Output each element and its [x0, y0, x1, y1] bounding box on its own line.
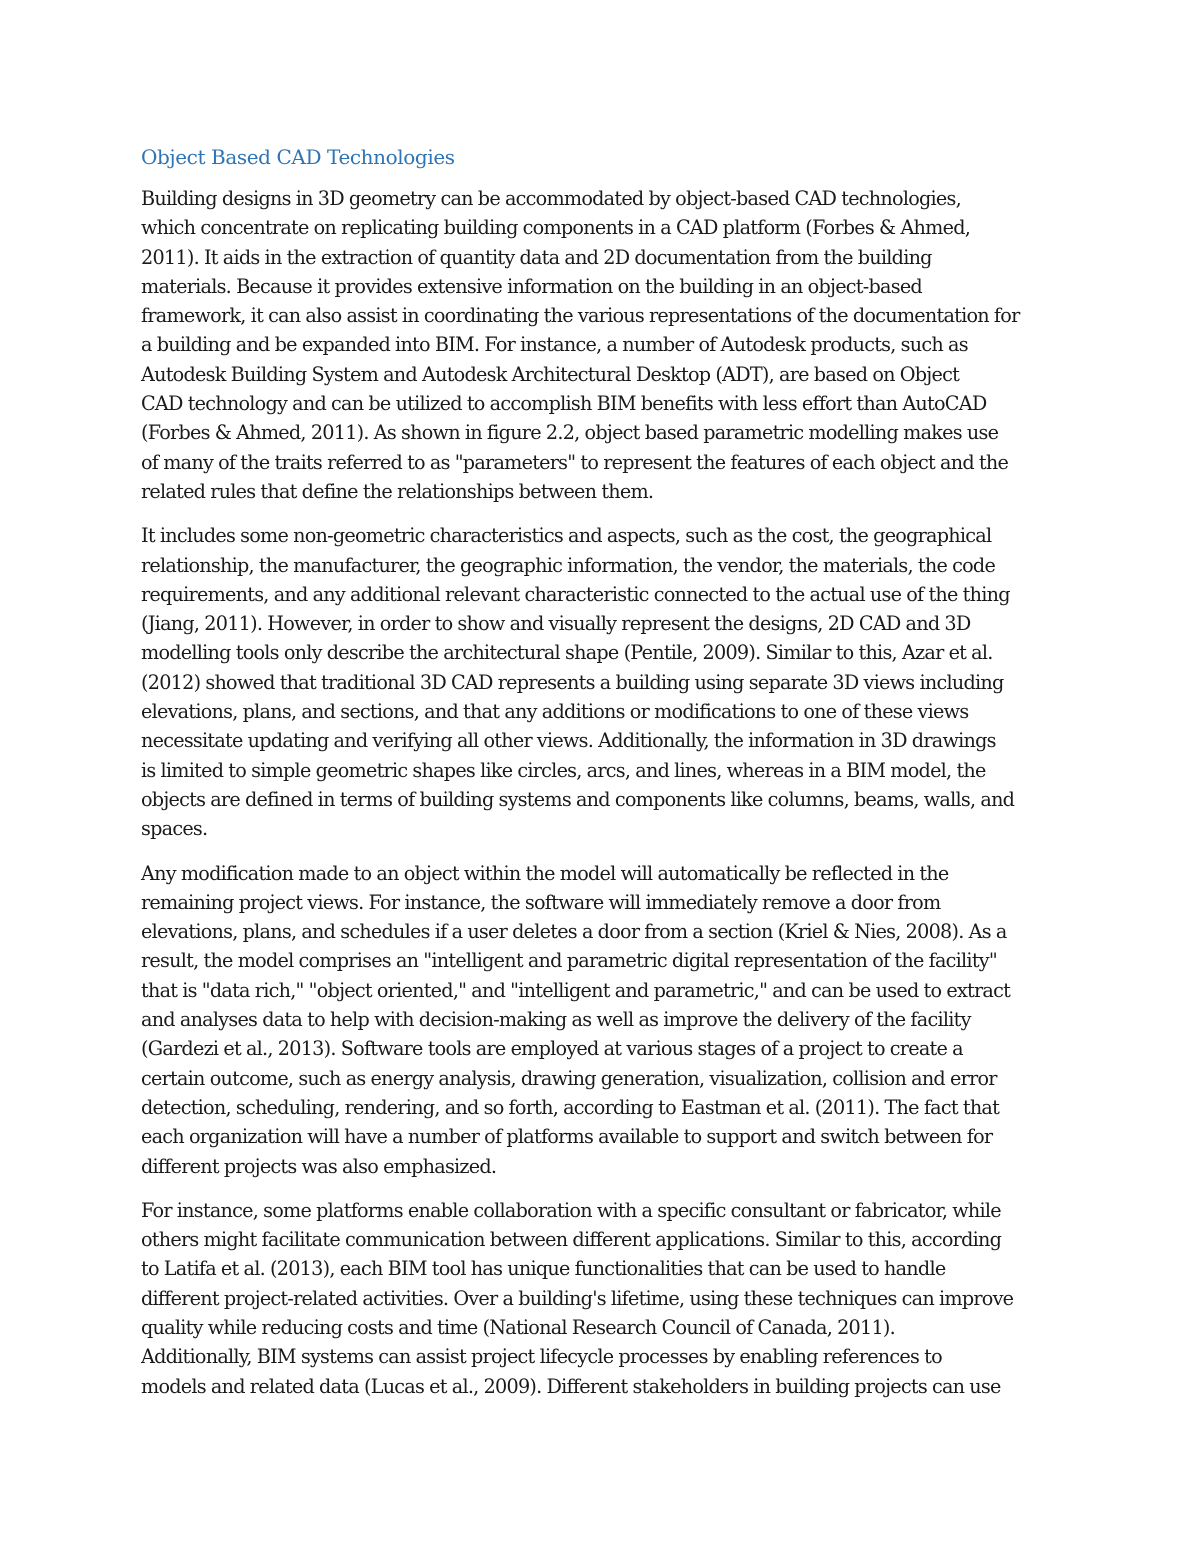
text-line: modelling tools only describe the architectural shape (Pentile, 2009). Similar to this, Azar et al.	[141, 641, 993, 665]
text-line: a building and be expanded into BIM. For instance, a number of Autodesk products, such as	[141, 333, 968, 357]
text-line: different projects was also emphasized.	[141, 1154, 497, 1178]
text-line: (Forbes & Ahmed, 2011). As shown in figure 2.2, object based parametric modelling makes use	[141, 421, 999, 445]
text-line: For instance, some platforms enable collaboration with a specific consultant or fabricator, while	[141, 1198, 1001, 1222]
text-line: each organization will have a number of platforms available to support and switch between for	[141, 1125, 993, 1149]
text-line: (Jiang, 2011). However, in order to show and visually represent the designs, 2D CAD and 3D	[141, 612, 971, 636]
text-line: Any modification made to an object within the model will automatically be reflected in the	[141, 861, 949, 885]
text-line: materials. Because it provides extensive information on the building in an object-based	[141, 274, 922, 298]
text-line: objects are defined in terms of building systems and components like columns, beams, walls, and	[141, 787, 1015, 811]
text-line: CAD technology and can be utilized to accomplish BIM benefits with less effort than AutoCAD	[141, 392, 987, 416]
text-line: necessitate updating and verifying all other views. Additionally, the information in 3D drawings	[141, 729, 996, 753]
text-line: which concentrate on replicating building components in a CAD platform (Forbes & Ahmed,	[141, 216, 971, 240]
section-heading: Object Based CAD Technologies	[141, 145, 455, 169]
text-line: others might facilitate communication between different applications. Similar to this, according	[141, 1228, 1002, 1252]
paragraph-1	[141, 184, 1063, 506]
text-line: (2012) showed that traditional 3D CAD represents a building using separate 3D views including	[141, 670, 1004, 694]
text-line: requirements, and any additional relevant characteristic connected to the actual use of the thing	[141, 582, 1010, 606]
text-line: Building designs in 3D geometry can be accommodated by object-based CAD technologies,	[141, 187, 961, 210]
paragraph-2	[141, 521, 1063, 843]
text-line: detection, scheduling, rendering, and so forth, according to Eastman et al. (2011). The fact that	[141, 1095, 1000, 1119]
text-line: is limited to simple geometric shapes like circles, arcs, and lines, whereas in a BIM model, the	[141, 758, 986, 782]
text-line: of many of the traits referred to as "parameters" to represent the features of each object and the	[141, 450, 1009, 474]
text-line: quality while reducing costs and time (National Research Council of Canada, 2011).	[141, 1315, 896, 1339]
text-line: that is "data rich," "object oriented," and "intelligent and parametric," and can be used to extract	[141, 978, 1011, 1002]
text-line: elevations, plans, and schedules if a user deletes a door from a section (Kriel & Nies, 2008). As a	[141, 920, 1007, 944]
text-line: different project-related activities. Over a building's lifetime, using these techniques can improve	[141, 1286, 1014, 1310]
text-line: and analyses data to help with decision-making as well as improve the delivery of the facility	[141, 1008, 971, 1032]
text-line: relationship, the manufacturer, the geographic information, the vendor, the materials, the code	[141, 553, 996, 577]
text-line: Additionally, BIM systems can assist project lifecycle processes by enabling references to	[141, 1345, 942, 1369]
text-line: It includes some non-geometric characteristics and aspects, such as the cost, the geographical	[141, 524, 992, 548]
text-line: certain outcome, such as energy analysis, drawing generation, visualization, collision and error	[141, 1066, 997, 1090]
document-page	[141, 142, 1063, 1416]
text-line: to Latifa et al. (2013), each BIM tool has unique functionalities that can be used to handle	[141, 1257, 946, 1281]
text-line: Autodesk Building System and Autodesk Architectural Desktop (ADT), are based on Object	[141, 362, 960, 386]
paragraph-4	[141, 1196, 1063, 1401]
text-line: related rules that define the relationships between them.	[141, 479, 654, 503]
text-line: spaces.	[141, 817, 208, 841]
text-line: models and related data (Lucas et al., 2009). Different stakeholders in building projects can use	[141, 1374, 1001, 1398]
text-line: elevations, plans, and sections, and that any additions or modifications to one of these views	[141, 700, 969, 724]
text-line: result, the model comprises an "intelligent and parametric digital representation of the facility"	[141, 949, 997, 973]
text-line: (Gardezi et al., 2013). Software tools are employed at various stages of a project to create a	[141, 1037, 963, 1061]
text-line: 2011). It aids in the extraction of quantity data and 2D documentation from the building	[141, 245, 932, 269]
text-line: remaining project views. For instance, the software will immediately remove a door from	[141, 890, 941, 914]
paragraph-3	[141, 859, 1063, 1181]
text-line: framework, it can also assist in coordinating the various representations of the documentation for	[141, 304, 1020, 328]
